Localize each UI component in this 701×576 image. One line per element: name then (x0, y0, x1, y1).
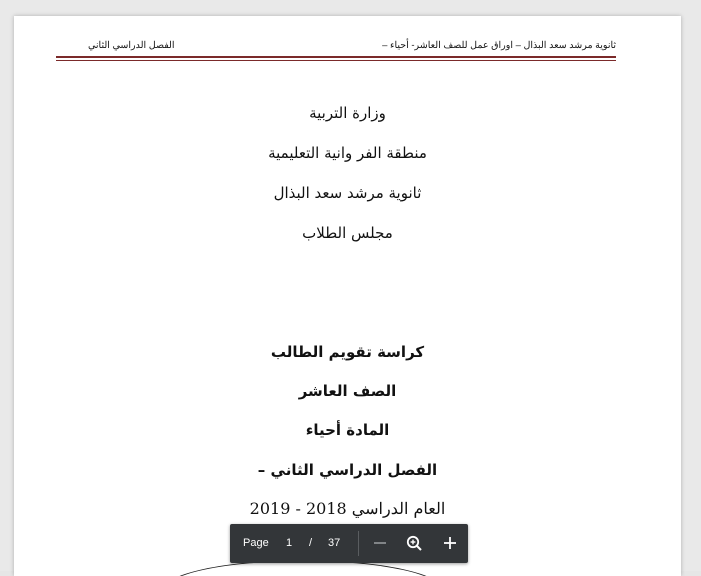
subject-name: المادة أحياء (305, 421, 390, 439)
header-school-title: ثانوية مرشد سعد البذال – اوراق عمل للصف العاشر- أحياء – (382, 40, 616, 51)
current-page-input[interactable]: 1 (285, 537, 293, 549)
fit-zoom-button[interactable] (403, 532, 425, 554)
ministry-name: وزارة التربية (309, 104, 386, 122)
school-name: ثانوية مرشد سعد البذال (273, 184, 422, 202)
page-label: Page (243, 537, 269, 549)
header-rule-thin (56, 60, 616, 61)
header-semester: الفصل الدراسي الثاني (88, 40, 175, 51)
semester-line: الفصل الدراسي الثاني – (257, 461, 438, 479)
zoom-out-button[interactable] (369, 532, 391, 554)
header-rule-thick (56, 56, 616, 58)
minus-icon (369, 532, 391, 554)
total-pages: 37 (328, 537, 341, 549)
grade-level: الصف العاشر (298, 382, 397, 400)
booklet-title: كراسة تقويم الطالب (270, 343, 425, 361)
zoom-in-button[interactable] (439, 532, 461, 554)
district-name: منطقة الفر وانية التعليمية (268, 144, 427, 162)
plus-icon (439, 532, 461, 554)
toolbar-divider (358, 531, 359, 556)
document-page (14, 16, 681, 576)
student-council: مجلس الطلاب (302, 224, 393, 242)
academic-year: العام الدراسي 2018 - 2019 (249, 499, 446, 518)
page-separator: / (309, 537, 313, 549)
page-header (56, 40, 616, 54)
zoom-magnifier-icon (403, 532, 425, 554)
page-toolbar (230, 524, 468, 563)
